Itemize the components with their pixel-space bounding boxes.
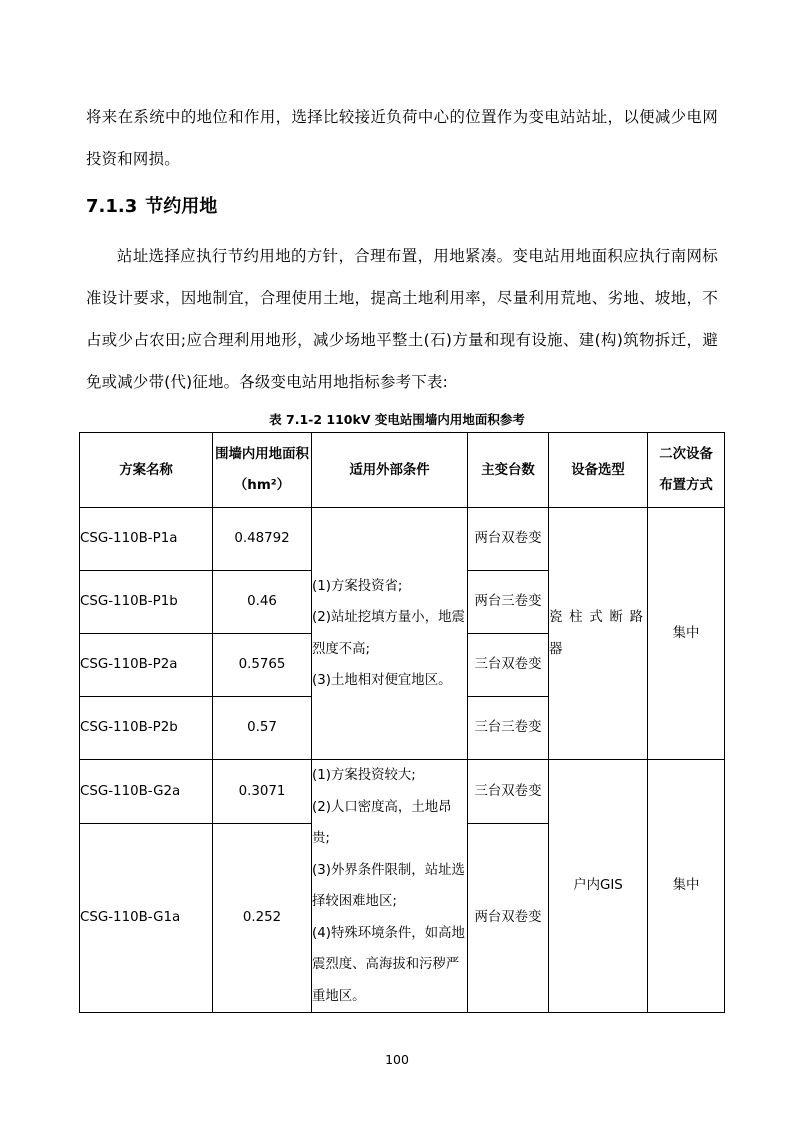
transformer-count: 三台三卷变 xyxy=(468,697,549,760)
condition-item: (4)特殊环境条件，如高地震烈度、高海拔和污秽严重地区。 xyxy=(312,925,465,1004)
condition-item: (1)方案投资较大; xyxy=(312,768,416,783)
transformer-count: 三台双卷变 xyxy=(468,760,549,824)
header-scheme-name: 方案名称 xyxy=(80,433,213,508)
scheme-name: CSG-110B-G1a xyxy=(80,823,213,1013)
header-layout-line1: 二次设备 xyxy=(659,447,713,462)
section-title: 节约用地 xyxy=(145,196,218,217)
scheme-name: CSG-110B-G2a xyxy=(80,760,213,824)
layout-group-g: 集中 xyxy=(648,760,725,1013)
scheme-name: CSG-110B-P1b xyxy=(80,571,213,634)
area-value: 0.5765 xyxy=(213,634,312,697)
intro-paragraph: 将来在系统中的地位和作用，选择比较接近负荷中心的位置作为变电站站址，以便减少电网投资和网损。 xyxy=(86,108,718,168)
equipment-group-g: 户内GIS xyxy=(549,760,648,1013)
land-use-table xyxy=(79,432,725,1013)
header-area-unit: （hm²） xyxy=(233,478,291,493)
header-area-label: 围墙内用地面积 xyxy=(215,447,309,462)
condition-item: (1)方案投资省; xyxy=(312,578,403,594)
equipment-group-p: 瓷柱式断路器 xyxy=(549,508,648,760)
section-heading xyxy=(86,190,217,224)
header-equipment: 设备选型 xyxy=(549,433,648,508)
table-row xyxy=(80,508,725,571)
condition-item: (2)站址挖填方量小，地震烈度不高; xyxy=(312,610,465,657)
area-value: 0.46 xyxy=(213,571,312,634)
transformer-count: 三台双卷变 xyxy=(468,634,549,697)
header-layout xyxy=(648,433,725,508)
header-area xyxy=(213,433,312,508)
table-caption: 表 7.1-2 110kV 变电站围墙内用地面积参考 xyxy=(269,412,525,427)
transformer-count: 两台三卷变 xyxy=(468,571,549,634)
scheme-name: CSG-110B-P2b xyxy=(80,697,213,760)
transformer-count: 两台双卷变 xyxy=(468,823,549,1013)
header-transformers: 主变台数 xyxy=(468,433,549,508)
area-value: 0.252 xyxy=(213,823,312,1013)
condition-item: (3)外界条件限制，站址选择较困难地区; xyxy=(312,862,465,909)
area-value: 0.48792 xyxy=(213,508,312,571)
transformer-count: 两台双卷变 xyxy=(468,508,549,571)
table-header-row xyxy=(80,433,725,508)
header-conditions: 适用外部条件 xyxy=(312,433,468,508)
scheme-name: CSG-110B-P1a xyxy=(80,508,213,571)
condition-item: (2)人口密度高，土地昂贵; xyxy=(312,799,452,846)
section-paragraph: 站址选择应执行节约用地的方针，合理布置，用地紧凑。变电站用地面积应执行南网标准设计要求，因地制宜，合理使用土地，提高土地利用率，尽量利用荒地、劣地、坡地，不占或少占农田;应合理利用地形，减少场地平整土(石)方量和现有设施、建(构)筑物拆迁，避免或减少带(代)征地。各级变电站用地指标参考下表: xyxy=(86,247,718,391)
area-value: 0.3071 xyxy=(213,760,312,824)
table-row xyxy=(80,760,725,824)
layout-group-p: 集中 xyxy=(648,508,725,760)
conditions-group-g xyxy=(312,760,468,1013)
condition-item: (3)土地相对便宜地区。 xyxy=(312,673,452,688)
area-value: 0.57 xyxy=(213,697,312,760)
section-number: 7.1.3 xyxy=(86,196,138,217)
conditions-group-p xyxy=(312,508,468,760)
page-number: 100 xyxy=(385,1052,409,1067)
header-layout-line2: 布置方式 xyxy=(659,478,713,493)
scheme-name: CSG-110B-P2a xyxy=(80,634,213,697)
